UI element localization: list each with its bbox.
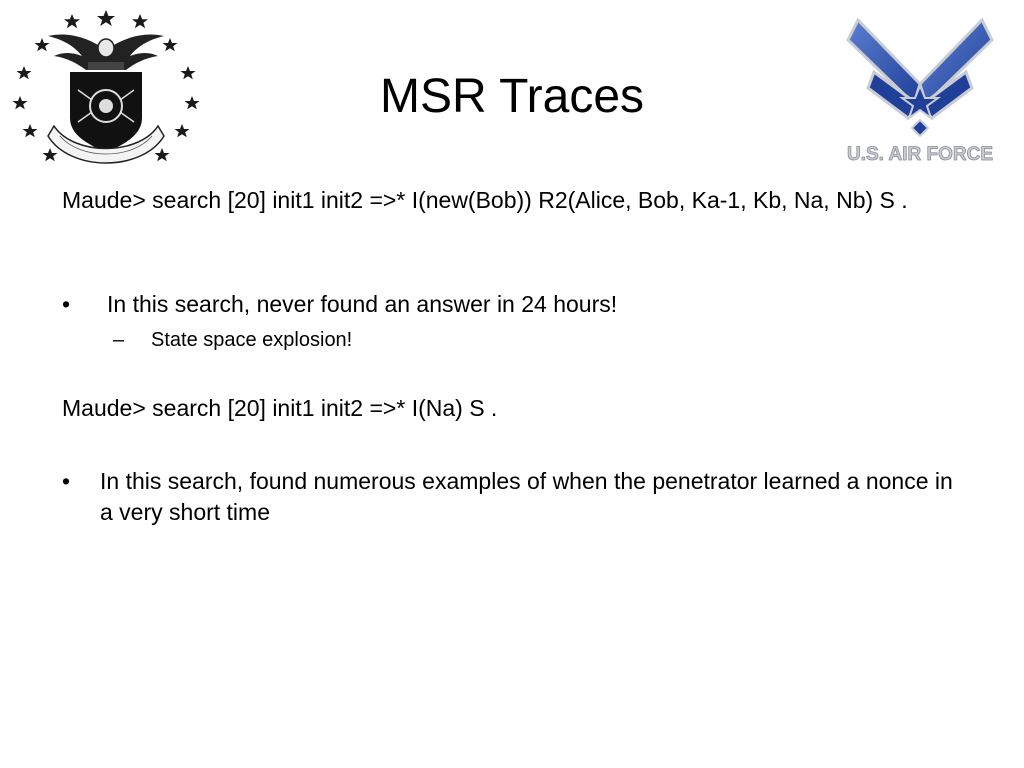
bullet-icon: • xyxy=(62,291,71,317)
maude-query-2: Maude> search [20] init1 init2 =>* I(Na) S . xyxy=(62,395,498,421)
slide-title: MSR Traces xyxy=(379,70,645,123)
af-wordmark: U.S. AIR FORCE xyxy=(846,144,994,164)
bullet-text-2: In this search, found numerous examples of when the penetrator learned a nonce in a very short time xyxy=(100,468,953,525)
bullet-icon: • xyxy=(62,468,71,494)
dash-icon: – xyxy=(113,329,125,351)
sub-bullet-text-1: State space explosion! xyxy=(151,329,353,351)
maude-query-1: Maude> search [20] init1 init2 =>* I(new(Bob)) R2(Alice, Bob, Ka-1, Kb, Na, Nb) S . xyxy=(62,187,908,213)
bullet-text-1: In this search, never found an answer in 24 hours! xyxy=(107,291,618,317)
